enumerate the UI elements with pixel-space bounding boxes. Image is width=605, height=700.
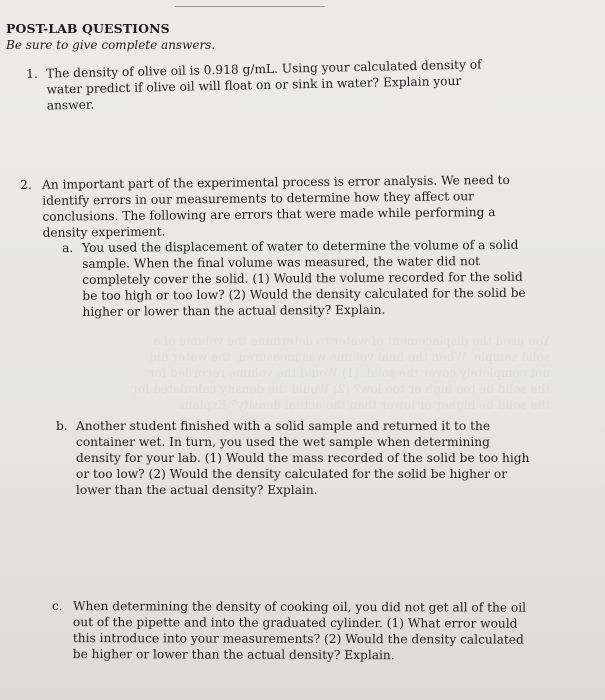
question-2b-letter: b. [56,419,68,433]
question-1-text: The density of olive oil is 0.918 g/mL. Using your calculated density of water predict if olive oil will float on or sink in water? Explain your answer. [46,57,482,113]
question-1 [26,56,497,114]
question-2a [62,237,528,320]
page-instructions: Be sure to give complete answers. [6,38,216,52]
question-2c [52,598,542,664]
question-2c-letter: c. [51,599,63,614]
question-2a-letter: a. [62,240,74,255]
top-divider-line [175,6,325,7]
question-2b [56,418,531,498]
question-2c-text: When determining the density of cooking oil, you did not get all of the oil out of the pipette and into the graduated cylinder. (1) What error would this introduce into your measurements? (2) Would the density calculated be higher or lower than the actual density? Explain. [72,599,527,663]
page-title: POST-LAB QUESTIONS [6,21,170,36]
bleed-through-shadow [130,333,550,413]
question-1-number: 1. [26,66,38,81]
question-2 [20,172,526,241]
question-2a-text: You used the displacement of water to determine the volume of a solid sample. When the final volume was measured, the water did not completely cover the solid. (1) Would the volume recorded for the solid be too high or too low? (2) Would the density calculated for the solid be higher or lower than the actual density? Explain. [82,237,526,319]
question-2b-text: Another student finished with a solid sample and returned it to the container wet. In turn, you used the wet sample when determining density for your lab. (1) Would the mass recorded of the solid be too high or too low? (2) Would the density calculated for the solid be higher or lower than the actual density? Explain. [76,419,530,497]
question-2-text: An important part of the experimental process is error analysis. We need to identify errors in our measurements to determine how they affect our conclusions. The following are errors that were made while performing a density experiment. [42,172,510,240]
question-2-number: 2. [20,177,32,192]
